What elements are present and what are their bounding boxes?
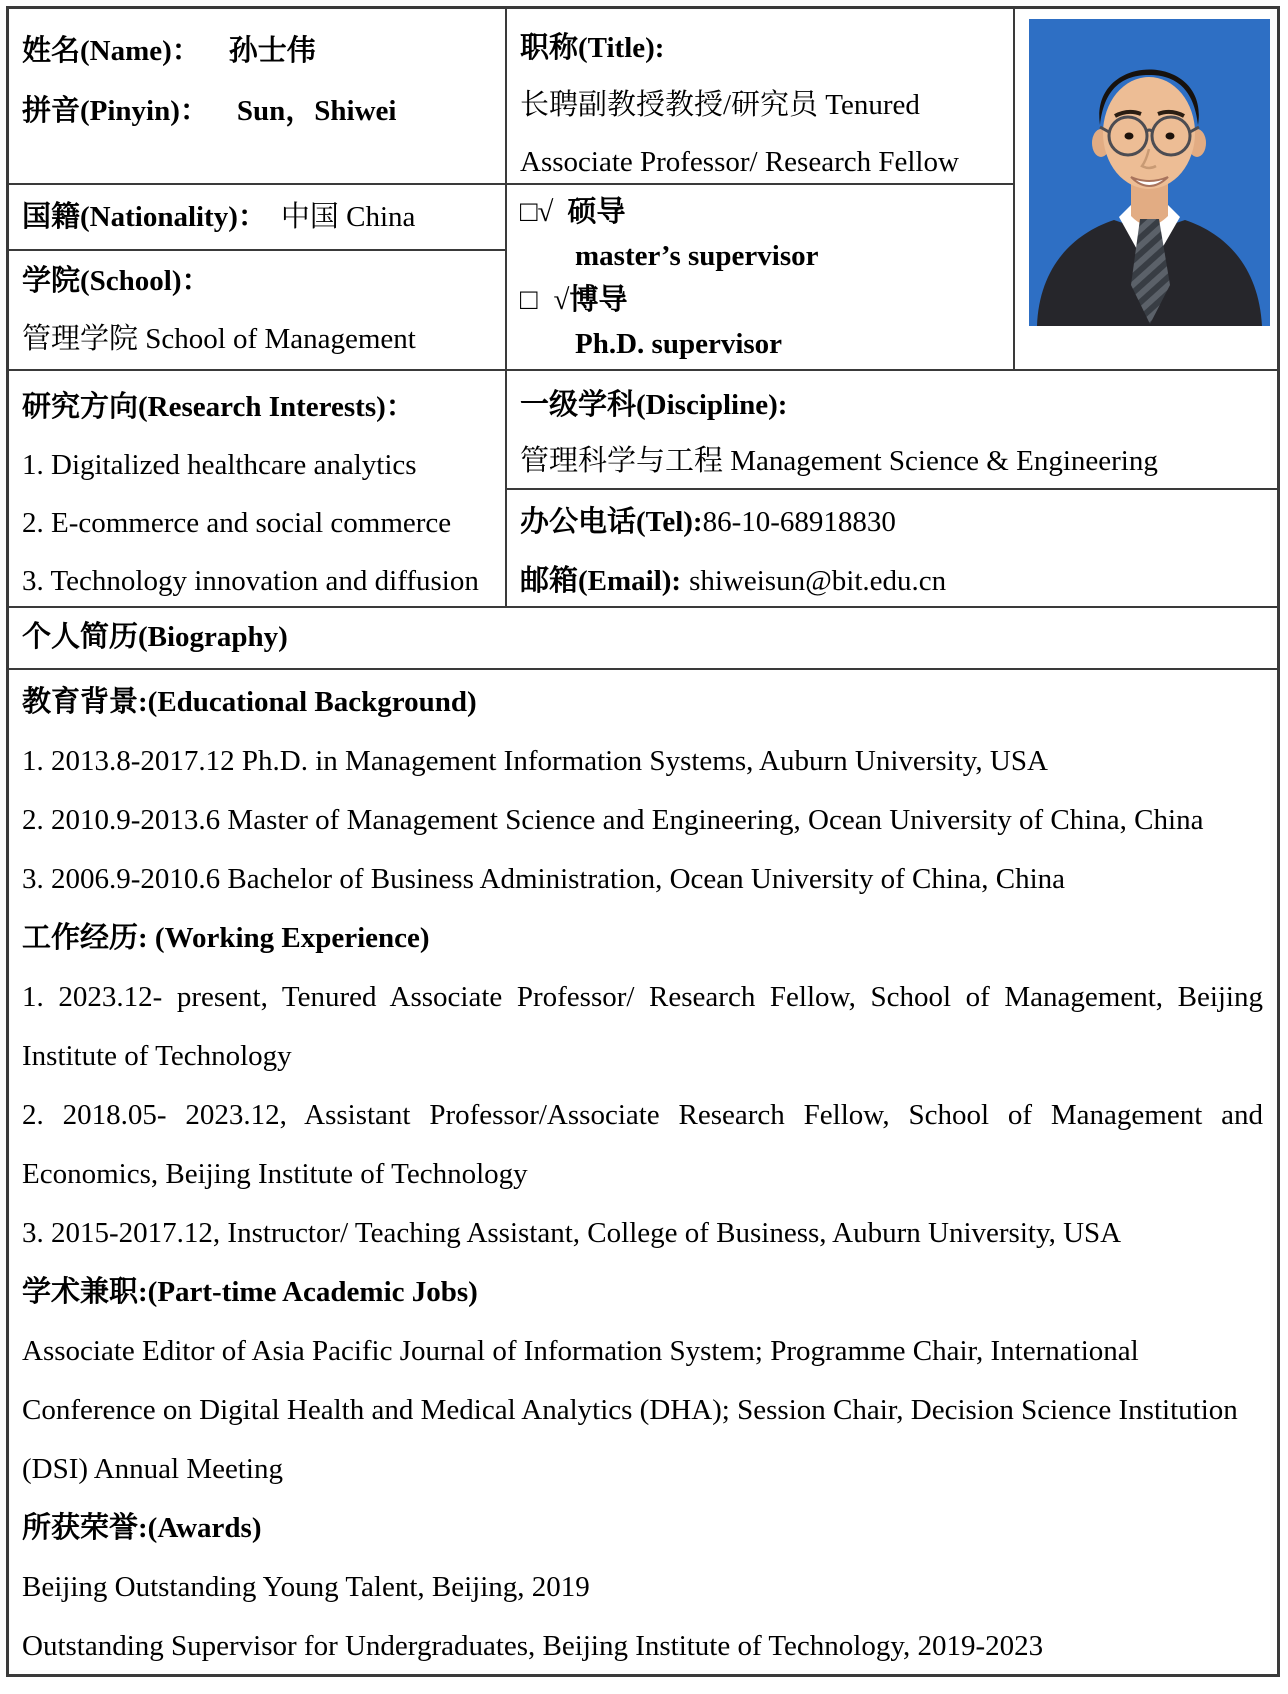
title-cell [507,9,1015,185]
education-item: 2. 2010.9-2013.6 Master of Management Science and Engineering, Ocean University of China, China [22,804,1204,836]
email-value: shiweisun@bit.edu.cn [689,565,947,597]
title-value-en: Associate Professor/ Research Fellow [520,146,959,178]
biography-header-cell [9,608,1277,670]
phd-label-cn: √博导 [553,284,628,316]
master-label-cn: 硕导 [567,196,626,228]
pinyin-value: Sun，Shiwei [236,95,397,127]
work-experience-item: 3. 2015-2017.12, Instructor/ Teaching Assistant, College of Business, Auburn University, USA [22,1217,1122,1249]
name-label: 姓名(Name)： [22,35,201,67]
face [1103,77,1195,189]
school-value: 管理学院 School of Management [22,323,416,355]
tel-label: 办公电话(Tel): [520,506,703,538]
master-label-en: master’s supervisor [575,240,819,272]
work-experience-item: 2. 2018.05- 2023.12, Assistant Professor/Associate Research Fellow, School of Management and Economics, Beijing Institute of Technology [22,1099,1263,1190]
pinyin-label: 拼音(Pinyin)： [22,95,209,127]
nationality-label: 国籍(Nationality)： [22,201,267,233]
eye [1125,133,1134,140]
master-checkbox: □√ [520,196,554,228]
school-label: 学院(School)： [22,265,211,297]
phd-supervisor-line [520,278,1003,322]
research-interest-item: 3. Technology innovation and diffusion [22,565,479,597]
phd-checkbox: □ [520,284,538,316]
research-interests-cell [9,371,507,608]
email-line [520,552,1267,608]
biography-cell [9,670,1277,1674]
discipline-value: 管理科学与工程 Management Science & Engineering [520,445,1158,477]
nationality-value: 中国 China [280,201,416,233]
supervisor-cell [507,185,1015,371]
pinyin-line [22,81,495,141]
profile-table [6,6,1280,1677]
eye [1166,133,1175,140]
tel-line [520,493,1267,552]
name-line [22,21,495,81]
nationality-line [22,185,495,249]
work-experience-header: 工作经历: (Working Experience) [22,922,430,954]
contact-cell [507,490,1277,608]
tel-value: 86-10-68918830 [702,506,896,538]
education-item: 1. 2013.8-2017.12 Ph.D. in Management Information Systems, Auburn University, USA [22,745,1048,777]
title-label: 职称(Title): [520,32,665,64]
portrait-photo [1029,19,1270,326]
academic-jobs-text: Associate Editor of Asia Pacific Journal of Information System; Programme Chair, International Conference on Digital Health and Medical Analytics (DHA); Session Chair, Decision Science Institution (DSI) Annual Meeting [22,1335,1238,1485]
award-item: Outstanding Supervisor for Undergraduates, Beijing Institute of Technology, 2019-2023 [22,1630,1044,1662]
title-value-cn: 长聘副教授教授/研究员 Tenured [520,89,920,121]
name-cell [9,9,507,185]
research-interest-item: 1. Digitalized healthcare analytics [22,449,417,481]
award-item: Beijing Outstanding Young Talent, Beijing, 2019 [22,1571,590,1603]
name-value: 孙士伟 [228,35,316,67]
phd-label-en: Ph.D. supervisor [575,328,783,360]
academic-jobs-header: 学术兼职:(Part-time Academic Jobs) [22,1276,478,1308]
school-cell [9,251,507,371]
awards-header: 所获荣誉:(Awards) [22,1512,262,1544]
email-label: 邮箱(Email): [520,565,682,597]
photo-cell [1015,9,1277,371]
education-header: 教育背景:(Educational Background) [22,686,477,718]
nationality-cell [9,185,507,251]
discipline-cell [507,371,1277,490]
biography-header: 个人简历(Biography) [22,621,288,653]
research-interest-item: 2. E-commerce and social commerce [22,507,452,539]
work-experience-item: 1. 2023.12- present, Tenured Associate Professor/ Research Fellow, School of Management, Beijing Institute of Technology [22,981,1263,1072]
education-item: 3. 2006.9-2010.6 Bachelor of Business Administration, Ocean University of China, China [22,863,1066,895]
research-interests-label: 研究方向(Research Interests)： [22,391,415,423]
discipline-label: 一级学科(Discipline): [520,389,788,421]
master-supervisor-line [520,190,1003,234]
